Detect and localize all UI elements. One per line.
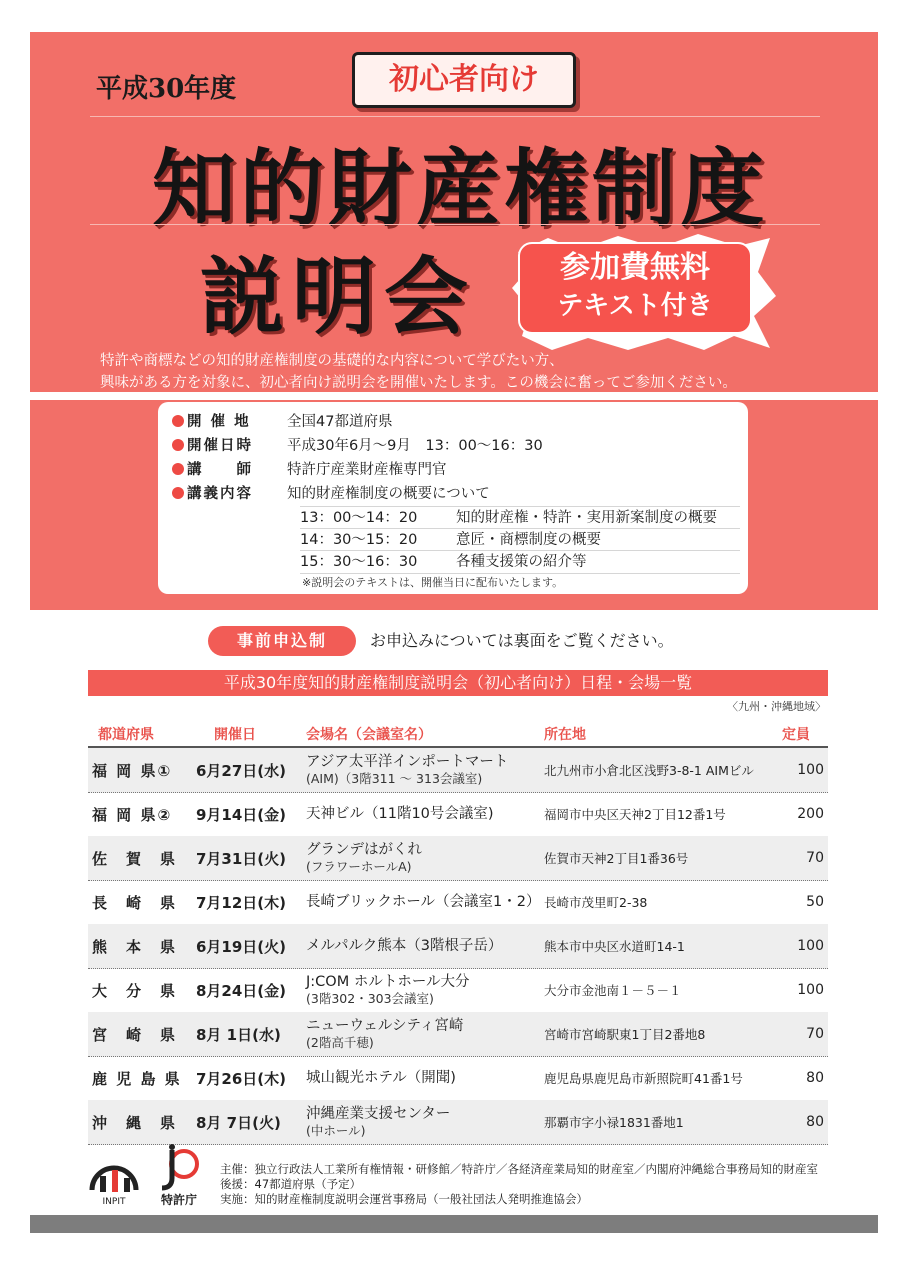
credits (220, 1162, 818, 1207)
intro-line2: 興味がある方を対象に、初心者向け説明会を開催いたします。この機会に奮ってご参加ください。 (100, 375, 737, 391)
info-box (158, 402, 748, 594)
table-row: 宮 崎 県 8月 1日(水) ニューウェルシティ宮崎 (2階高千穂) 宮崎市宮崎駅東1丁目2番地8 70 (88, 1012, 828, 1057)
header-date: 開催日 (214, 727, 256, 743)
fiscal-year: 平成30年度 (96, 74, 237, 104)
bullet-icon (172, 463, 184, 475)
badge-line1: 参加費無料 (560, 250, 710, 285)
title-line1: 知的財産権制度 (151, 140, 768, 238)
intro-text (100, 350, 840, 394)
prereg-text: お申込みについては裏面をご覧ください。 (370, 631, 674, 650)
prereg-badge: 事前申込制 (208, 626, 356, 656)
table-row: 佐 賀 県 7月31日(火) グランデはがくれ (フラワーホールA) 佐賀市天神2丁目1番36号 70 (88, 836, 828, 881)
free-badge (518, 242, 752, 334)
inpit-logo-icon (86, 1156, 142, 1206)
bullet-icon (172, 439, 184, 451)
title-line2: 説明会 (200, 248, 477, 346)
info-lecturer: 講 師 特許庁産業財産権専門官 (172, 458, 447, 479)
text-note: ※説明会のテキストは、開催当日に配布いたします。 (302, 576, 564, 589)
hero-section (30, 32, 878, 392)
bullet-icon (172, 487, 184, 499)
table-row: 福 岡 県① 6月27日(水) アジア太平洋インポートマート (AIM)（3階311 ～ 313会議室) 北九州市小倉北区浅野3-8-1 AIMビル 100 (88, 748, 828, 793)
intro-line1: 特許や商標などの知的財産権制度の基礎的な内容について学びたい方、 (100, 353, 564, 369)
table-row: 福 岡 県② 9月14日(金) 天神ビル（11階10号会議室) 福岡市中央区天神2丁目12番1号 200 (88, 792, 828, 837)
table-row: 長 崎 県 7月12日(木) 長崎ブリックホール（会議室1・2） 長崎市茂里町2-38 50 (88, 880, 828, 925)
beginner-label: 初心者向け (352, 52, 576, 108)
credit-operator: 実施：知的財産権制度説明会運営事務局（一般社団法人発明推進協会） (220, 1192, 588, 1206)
schedule-row: 15：30～16：30 各種支援策の紹介等 (300, 550, 740, 574)
header-venue: 会場名（会議室名） (306, 727, 432, 743)
schedule-row: 14：30～15：20 意匠・商標制度の概要 (300, 528, 740, 551)
table-row: 熊 本 県 6月19日(火) メルパルク熊本（3階根子岳） 熊本市中央区水道町14-1 100 (88, 924, 828, 969)
header-rule-top (90, 116, 820, 117)
bottom-bar (30, 1215, 878, 1233)
badge-line2: テキスト付き (557, 291, 713, 321)
header-cap: 定員 (782, 727, 810, 743)
credit-support: 後援：47都道府県（予定） (220, 1177, 362, 1191)
table-row: 大 分 県 8月24日(金) J:COM ホルトホール大分 (3階302・303会議室) 大分市金池南１－５－１ 100 (88, 968, 828, 1013)
jpo-logo-text: 特許庁 (160, 1193, 198, 1207)
bullet-icon (172, 415, 184, 427)
table-header (88, 720, 828, 748)
table-row: 沖 縄 県 8月 7日(火) 沖縄産業支援センター (中ホール) 那覇市字小禄1831番地1 80 (88, 1100, 828, 1145)
header-addr: 所在地 (544, 727, 586, 743)
header-rule-middle (90, 224, 820, 225)
flyer (30, 32, 878, 1237)
table-row: 鹿 児 島 県 7月26日(木) 城山観光ホテル（開聞) 鹿児島県鹿児島市新照院町41番1号 80 (88, 1056, 828, 1101)
credit-organizer: 主催：独立行政法人工業所有権情報・研修館／特許庁／各経済産業局知的財産室／内閣府沖縄総合事務局知的財産室 (220, 1162, 818, 1176)
header-pref: 都道府県 (98, 727, 154, 743)
info-date: 開催日時 平成30年6月～9月 13：00～16：30 (172, 434, 543, 455)
info-content: 講義内容 知的財産権制度の概要について (172, 482, 490, 503)
region-label: 〈九州・沖縄地域〉 (727, 700, 826, 713)
jpo-logo-icon (154, 1144, 204, 1208)
inpit-logo-text: INPIT (102, 1197, 126, 1206)
venue-list-title: 平成30年度知的財産権制度説明会（初心者向け）日程・会場一覧 (88, 670, 828, 696)
schedule-row: 13：00～14：20 知的財産権・特許・実用新案制度の概要 (300, 506, 740, 529)
info-venue: 開 催 地 全国47都道府県 (172, 410, 392, 431)
